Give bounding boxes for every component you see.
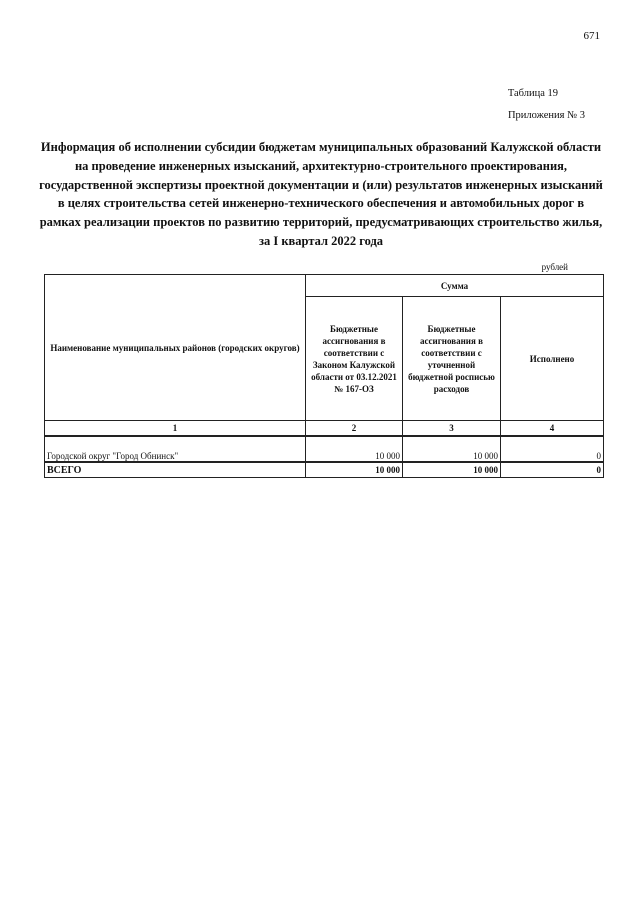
total-revised-allocation: 10 000 [403,462,501,478]
page-number: 671 [583,30,600,42]
subsidy-table [44,274,604,478]
header-law-allocation: Бюджетные ассигнования в соответствии с Законом Калужской области от 03.12.2021 № 167-ОЗ [306,297,403,421]
header-revised-allocation: Бюджетные ассигнования в соответствии с уточненной бюджетной росписью расходов [403,297,501,421]
column-number: 2 [306,421,403,437]
revised-allocation-value: 10 000 [403,436,501,462]
table-row [45,436,604,462]
total-label: ВСЕГО [45,462,306,478]
executed-value: 0 [501,436,604,462]
appendix-label: Приложения № 3 [507,110,585,121]
column-number: 1 [45,421,306,437]
header-name-column: Наименование муниципальных районов (городских округов) [45,275,306,421]
header-executed: Исполнено [501,297,604,421]
table-label: Таблица 19 [507,88,558,99]
column-number-row [45,421,604,437]
law-allocation-value: 10 000 [306,436,403,462]
municipality-name: Городской округ "Город Обнинск" [45,436,306,462]
total-row [45,462,604,478]
column-number: 3 [403,421,501,437]
header-sum: Сумма [306,275,604,297]
column-number: 4 [501,421,604,437]
document-title: Информация об исполнении субсидии бюджетам муниципальных образований Калужской области на проведение инженерных изысканий, архитектурно-строительного проектирования, государственной экспертизы проектной документации и (или) результатов инженерных изысканий в целях строительства сетей инженерно-технического обеспечения и автомобильных дорог в рамках реализации проектов по развитию территорий, предусматривающих строительство жилья, за I квартал 2022 года [39,140,603,248]
units-label: рублей [541,262,568,272]
total-law-allocation: 10 000 [306,462,403,478]
total-executed: 0 [501,462,604,478]
